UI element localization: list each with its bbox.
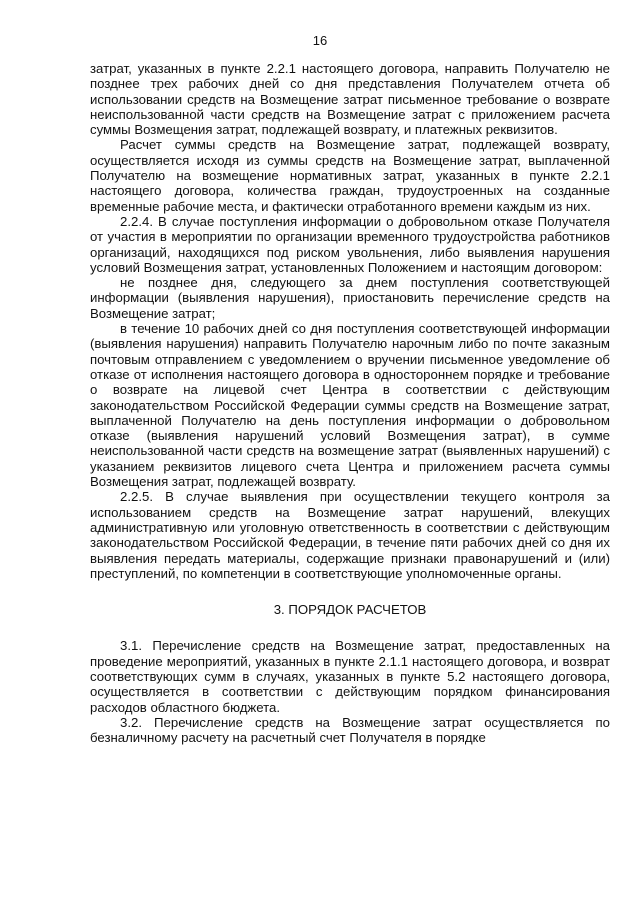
paragraph: в течение 10 рабочих дней со дня поступления соответствующей информации (выявления нарушения) направить Получателю нарочным либо по почте заказным почтовым отправлением с уведомлением о вручении письменное уведомление об отказе от исполнения настоящего договора в одностороннем порядке и требование о возврате на лицевой счет Центра в соответствии с действующим законодательством Российской Федерации суммы средств на Возмещение затрат, выплаченной Получателю на день поступления информации о добровольном отказе (выявления нарушений условий Возмещения затрат), в сумме неиспользованной части средств на возмещение затрат (выявленных нарушений) с указанием реквизитов лицевого счета Центра и приложением расчета суммы Возмещения затрат, подлежащей возврату. — [90, 321, 610, 490]
paragraph: 2.2.5. В случае выявления при осуществлении текущего контроля за использованием средств на Возмещение затрат нарушений, влекущих административную или уголовную ответственность в соответствии с действующим законодательством Российской Федерации, в течение пяти рабочих дней со дня их выявления передать материалы, содержащие признаки правонарушений и (или) преступлений, по компетенции в соответствующие уполномоченные органы. — [90, 489, 610, 581]
paragraph: не позднее дня, следующего за днем поступления соответствующей информации (выявления нарушения), приостановить перечисление средств на Возмещение затрат; — [90, 275, 610, 321]
paragraph: Расчет суммы средств на Возмещение затрат, подлежащей возврату, осуществляется исходя из суммы средств на Возмещение затрат, выплаченной Получателю на возмещение нормативных затрат, указанных в пункте 2.2.1 настоящего договора, количества граждан, трудоустроенных на созданные временные рабочие места, и фактически отработанного времени каждым из них. — [90, 137, 610, 214]
paragraph: затрат, указанных в пункте 2.2.1 настоящего договора, направить Получателю не позднее трех рабочих дней со дня представления Получателем отчета об использовании средств на Возмещение затрат письменное требование о возврате неиспользованной части средств на Возмещение затрат с приложением расчета суммы Возмещения затрат, подлежащей возврату, и платежных реквизитов. — [90, 61, 610, 138]
paragraph: 2.2.4. В случае поступления информации о добровольном отказе Получателя от участия в мероприятии по организации временного трудоустройства работников организаций, находящихся под риском увольнения, либо выявления нарушения условий Возмещения затрат, установленных Положением и настоящим договором: — [90, 213, 610, 275]
paragraph: 3.1. Перечисление средств на Возмещение затрат, предоставленных на проведение мероприятий, указанных в пункте 2.1.1 настоящего договора, и возврат соответствующих сумм в случаях, указанных в пункте 5.2 настоящего договора, осуществляется в соответствии с действующим порядком финансирования расходов областного бюджета. — [90, 638, 610, 715]
section-title: 3. ПОРЯДОК РАСЧЕТОВ — [273, 602, 427, 618]
page-number: 16 — [312, 33, 328, 48]
document-body — [90, 61, 610, 745]
paragraph: 3.2. Перечисление средств на Возмещение затрат осуществляется по безналичному расчету на расчетный счет Получателя в порядке — [90, 714, 610, 746]
